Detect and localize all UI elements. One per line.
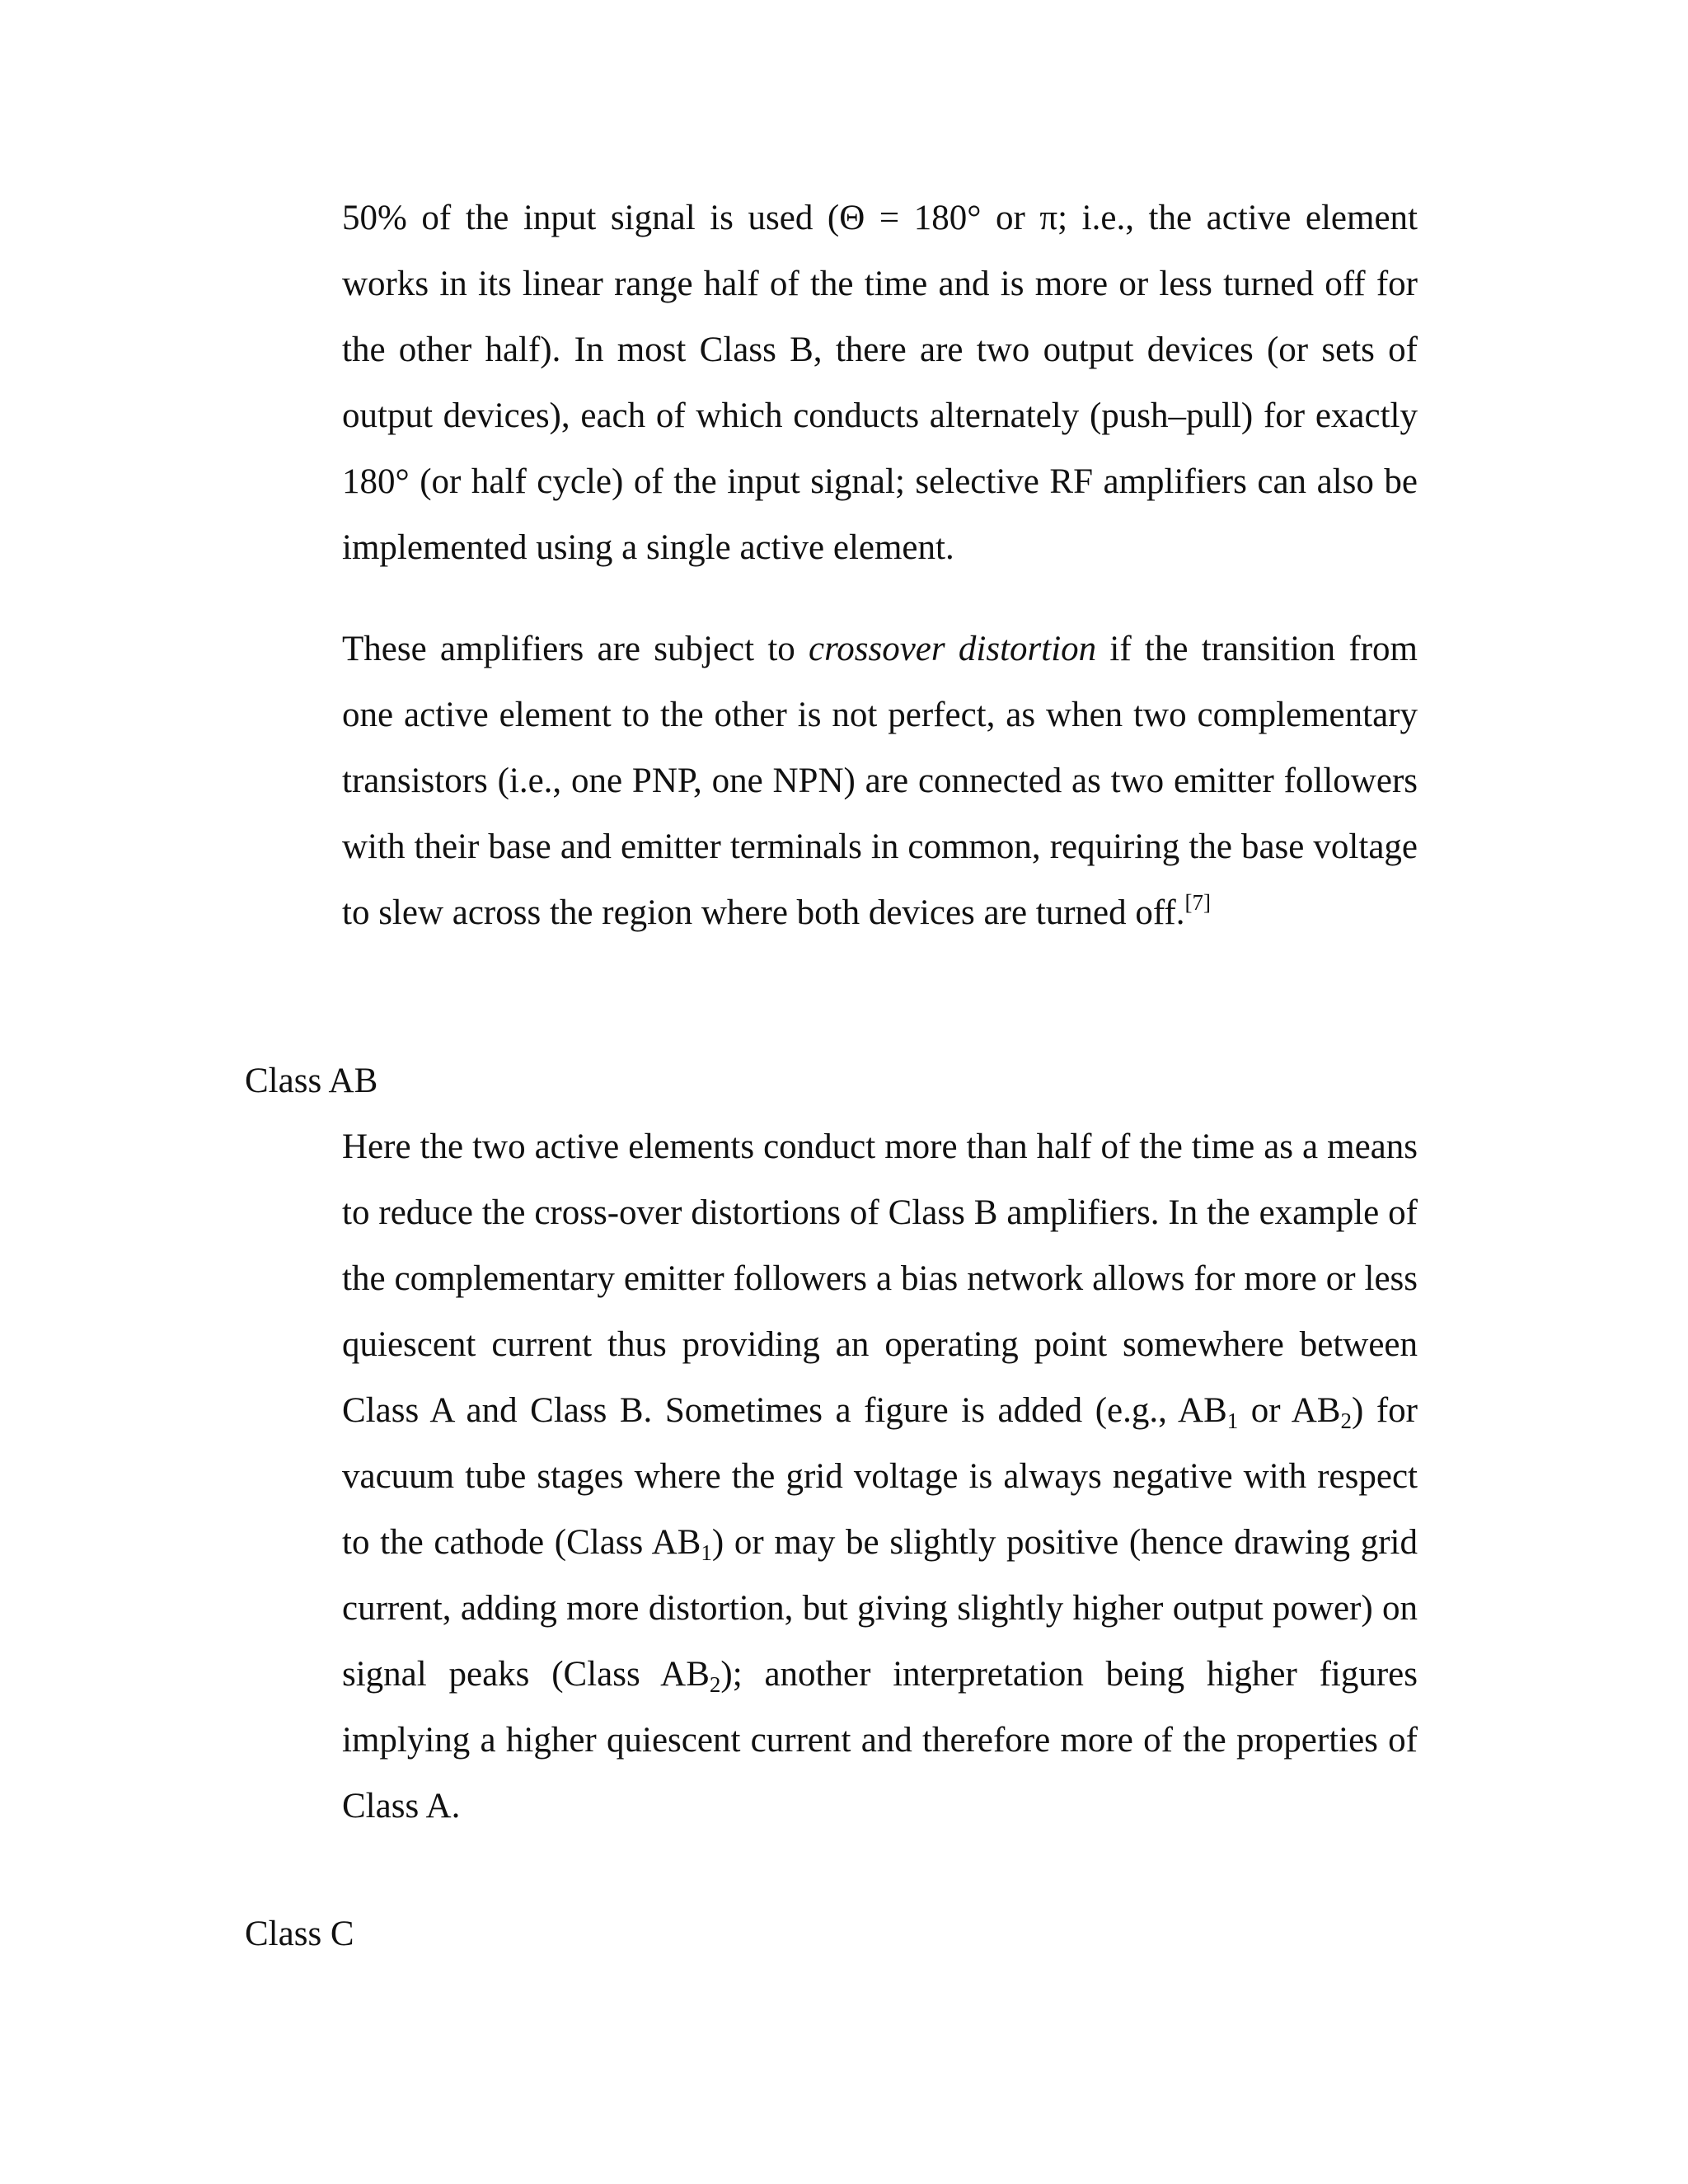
paragraph-class-ab-description — [342, 1114, 1418, 1840]
reference-link[interactable]: [7] — [1184, 890, 1211, 915]
subscript: 2 — [709, 1672, 721, 1697]
subscript: 2 — [1340, 1408, 1352, 1433]
paragraph-text: ) for vacuum tube stages where the grid voltage is always negative with respect to the cathode (Class AB — [342, 1391, 1418, 1562]
paragraph-text: or AB — [1238, 1391, 1341, 1430]
paragraph-text: ); another interpretation being higher figures implying a higher quiescent current and therefore more of the properties of Class A. — [342, 1655, 1418, 1825]
section-heading-class-ab: Class AB — [245, 1062, 378, 1100]
emphasis-term: crossover distortion — [809, 630, 1097, 668]
paragraph-text: ) or may be slightly positive (hence drawing grid current, adding more distortion, but giving slightly higher output power) on signal peaks (Class AB — [342, 1523, 1418, 1694]
paragraph-text: Here the two active elements conduct more than half of the time as a means to reduce the cross-over distortions of Class B amplifiers. In the example of the complementary emitter followers a bias network allows for more or less quiescent current thus providing an operating point somewhere between Class A and Class B. Sometimes a figure is added (e.g., AB — [342, 1127, 1418, 1430]
paragraph-crossover-distortion — [342, 616, 1418, 946]
paragraph-text: 50% of the input signal is used (Θ = 180° or π; i.e., the active element works in its linear range half of the time and is more or less turned off for the other half). In most Class B, there are two output devices (or sets of output devices), each of which conducts alternately (push–pull) for exactly 180° (or half cycle) of the input signal; selective RF amplifiers can also be implemented using a single active element. — [342, 199, 1418, 567]
paragraph-text: if the transition from one active element to the other is not perfect, as when two complementary transistors (i.e., one PNP, one NPN) are connected as two emitter followers with their base and emitter terminals in common, requiring the base voltage to slew across the region where both devices are turned off. — [342, 630, 1418, 932]
subscript: 1 — [701, 1540, 712, 1565]
paragraph-text: These amplifiers are subject to — [342, 630, 809, 668]
paragraph-class-b-description — [342, 185, 1418, 581]
section-heading-class-c: Class C — [245, 1915, 354, 1953]
subscript: 1 — [1226, 1408, 1239, 1433]
